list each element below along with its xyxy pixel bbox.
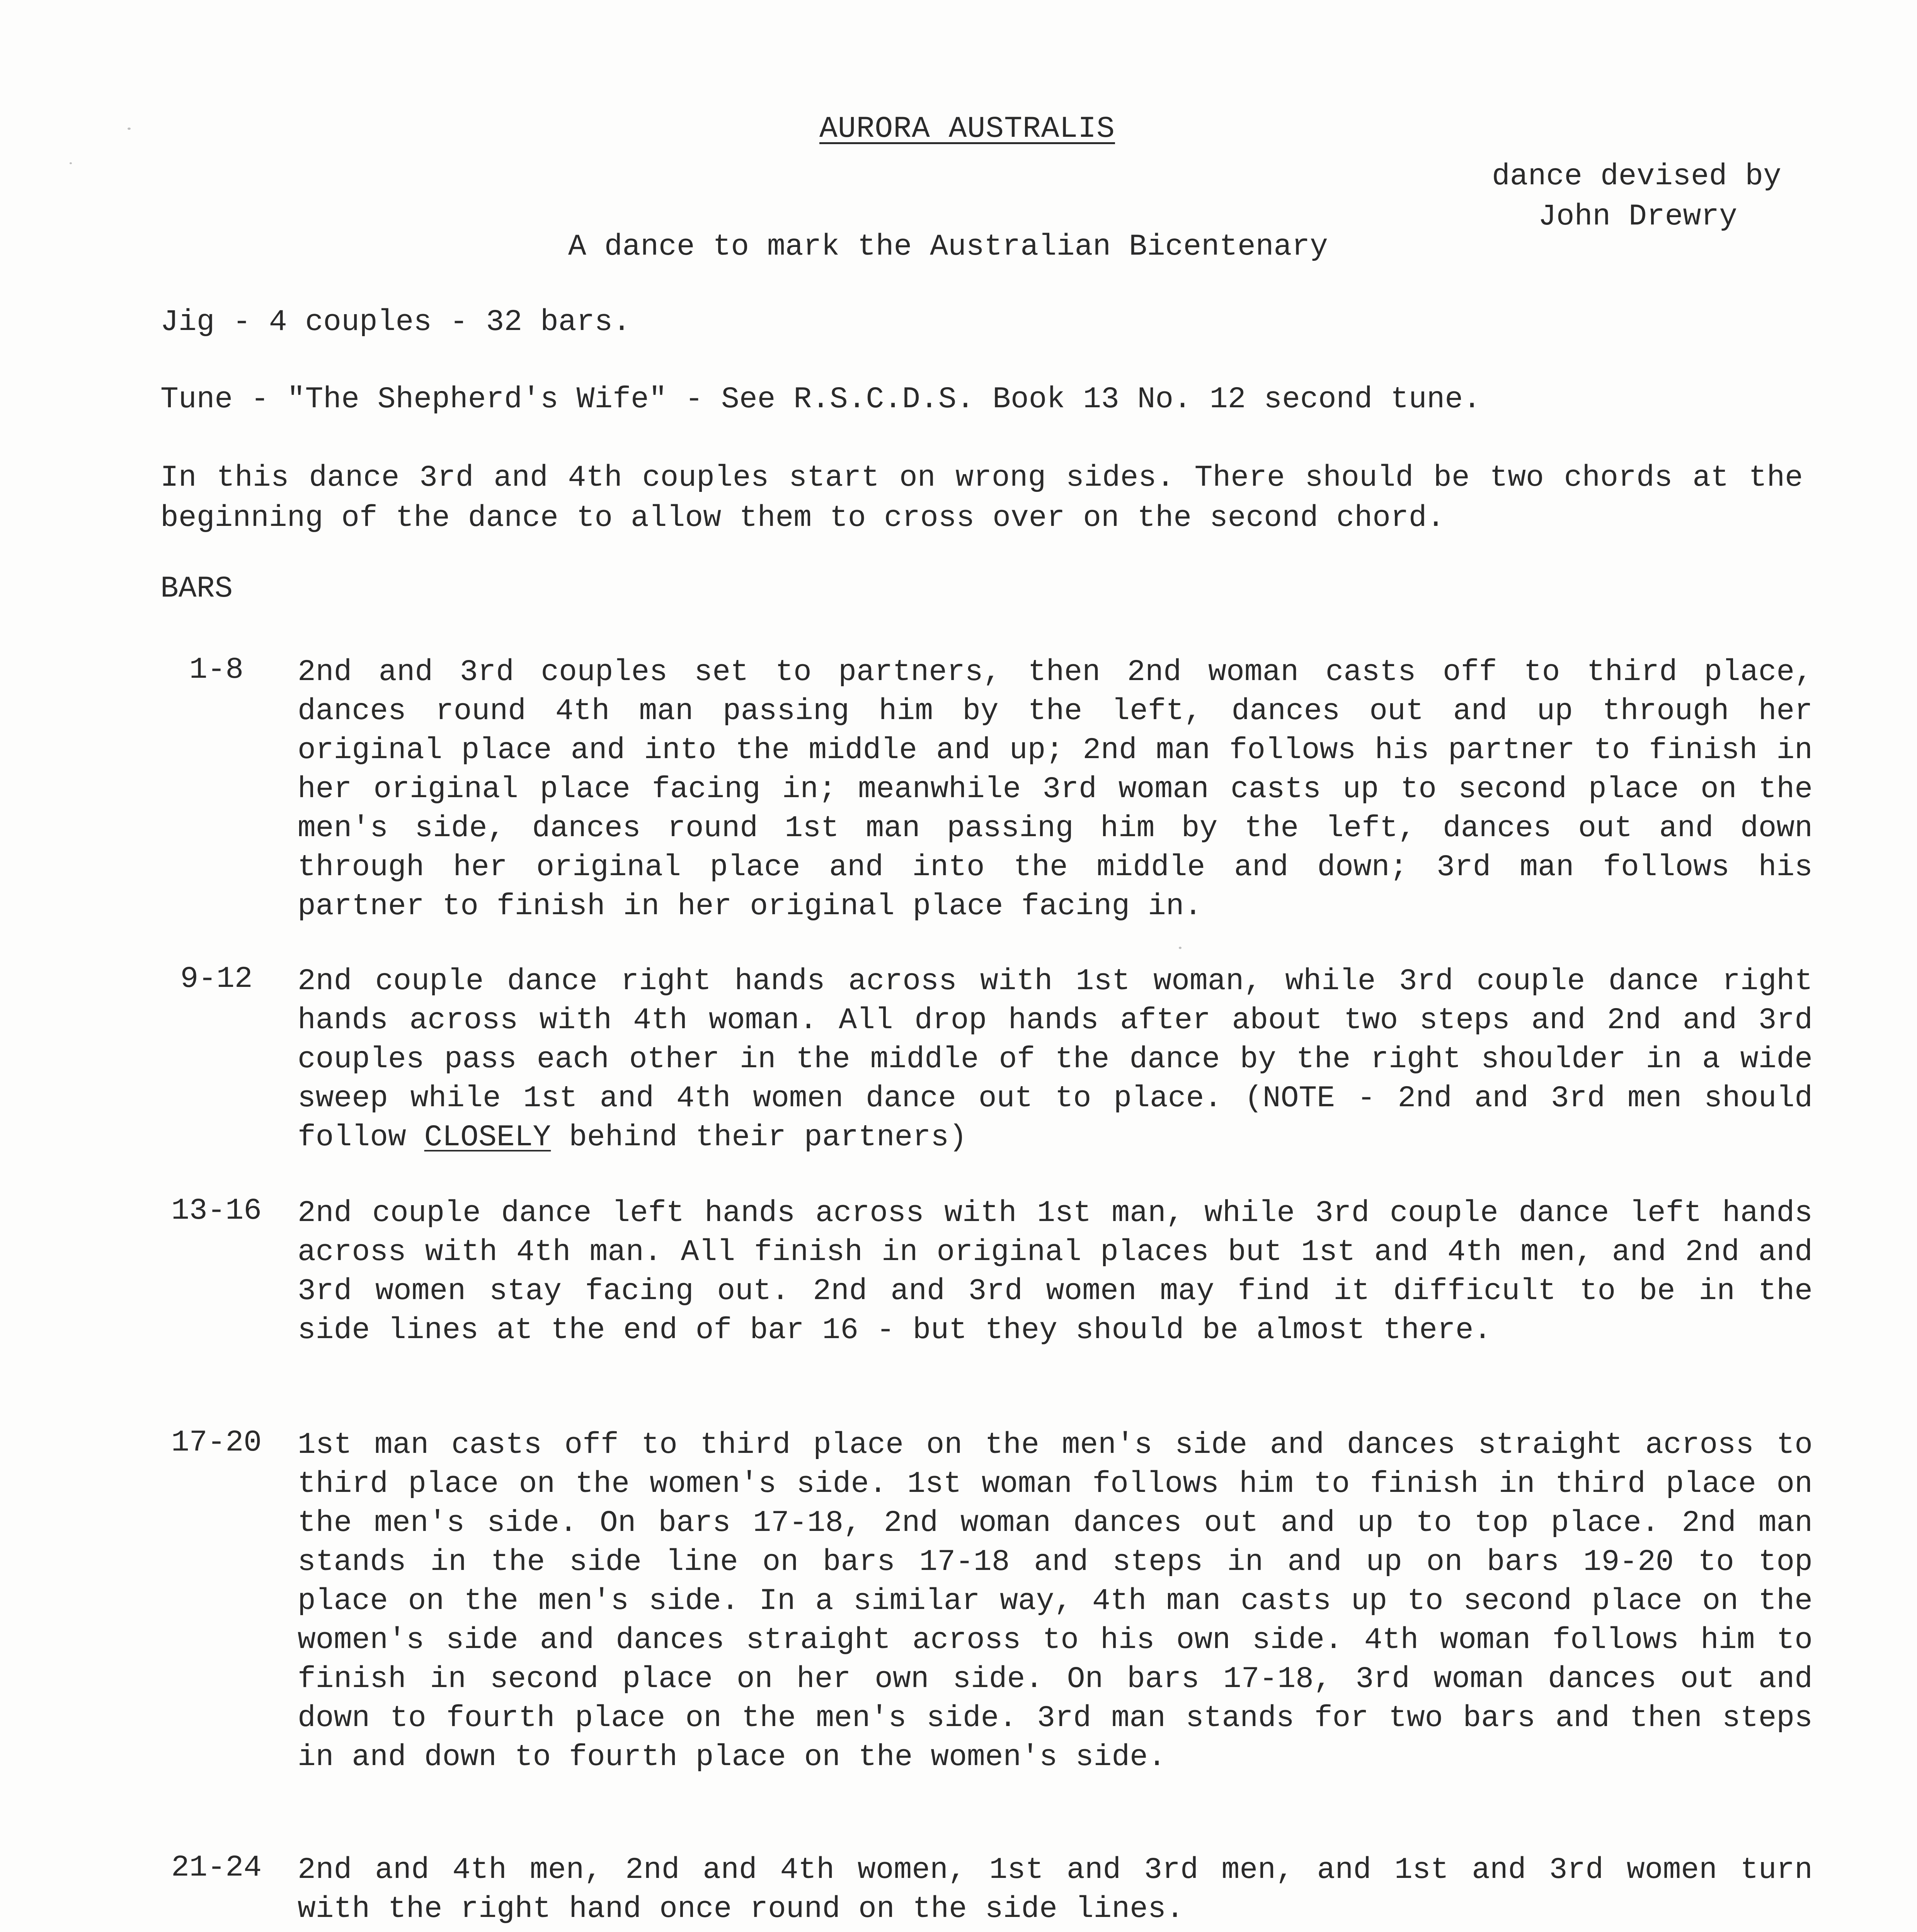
author-credit bbox=[1492, 156, 1781, 237]
figure-description: 2nd and 3rd couples set to partners, then 2nd woman casts off to third place, dances round 4th man passing him by the left, dances out and up through her original place and into the middle and up; 2nd man follows his partner to finish in her original place facing in; meanwhile 3rd woman casts up to second place on the men's side, dances round 1st man passing him by the left, dances out and down through her original place and into the middle and down; 3rd man follows his partner to finish in her original place facing in. bbox=[298, 655, 1813, 923]
figure-description: 2nd couple dance left hands across with 1st man, while 3rd couple dance left hands across with 4th man. All finish in original places but 1st and 4th men, and 2nd and 3rd women stay facing out. 2nd and 3rd women may find it difficult to be in the side lines at the end of bar 16 - but they should be almost there. bbox=[298, 1196, 1813, 1347]
dance-subtitle: A dance to mark the Australian Bicentenary bbox=[568, 230, 1328, 264]
paper-speck bbox=[128, 128, 131, 130]
figure-description bbox=[298, 962, 1813, 1157]
emphasis-text: CLOSELY bbox=[424, 1121, 551, 1155]
paper-speck bbox=[70, 162, 72, 164]
figure-description: 2nd and 4th men, 2nd and 4th women, 1st and 3rd men, and 1st and 3rd women turn with the right hand once round on the side lines. bbox=[298, 1853, 1813, 1926]
dance-title: AURORA AUSTRALIS bbox=[819, 112, 1115, 146]
dance-format: Jig - 4 couples - 32 bars. bbox=[160, 305, 631, 339]
figure-description: 1st man casts off to third place on the men's side and dances straight across to third place on the women's side. 1st woman follows him to finish in third place on the men's side. On bars 17-18, 2nd woman dances out and up to top place. 2nd man stands in the side line on bars 17-18 and steps in and up on bars 19-20 to top place on the men's side. In a similar way, 4th man casts up to second place on the women's side and dances straight across to his own side. 4th woman follows him to finish in second place on her own side. On bars 17-18, 3rd woman dances out and down to fourth place on the men's side. 3rd man stands for two bars and then steps in and down to fourth place on the women's side. bbox=[298, 1428, 1813, 1774]
bars-number: 21-24 bbox=[171, 1851, 262, 1885]
bars-number: 17-20 bbox=[171, 1426, 262, 1460]
description-text: behind their partners) bbox=[551, 1121, 967, 1155]
bars-number: 9-12 bbox=[180, 962, 253, 996]
description-text: 2nd couple dance right hands across with 1st woman, while 3rd couple dance right hands across with 4th woman. All drop hands after about two steps and 2nd and 3rd couples pass each other in the middle of the dance by the right shoulder in a wide sweep while 1st and 4th women dance out to place. (NOTE - 2nd and 3rd men should follow bbox=[298, 964, 1813, 1155]
bars-heading: BARS bbox=[160, 572, 233, 606]
paper-speck bbox=[1179, 947, 1182, 949]
bars-number: 13-16 bbox=[171, 1194, 262, 1228]
bars-number: 1-8 bbox=[189, 653, 244, 687]
author-name: John Drewry bbox=[1538, 200, 1737, 234]
intro-paragraph: In this dance 3rd and 4th couples start on wrong sides. There should be two chords at the beginning of the dance to allow them to cross over on the second chord. bbox=[160, 461, 1803, 535]
dance-tune: Tune - "The Shepherd's Wife" - See R.S.C.D.S. Book 13 No. 12 second tune. bbox=[160, 383, 1481, 417]
devised-by-label: dance devised by bbox=[1492, 160, 1781, 194]
